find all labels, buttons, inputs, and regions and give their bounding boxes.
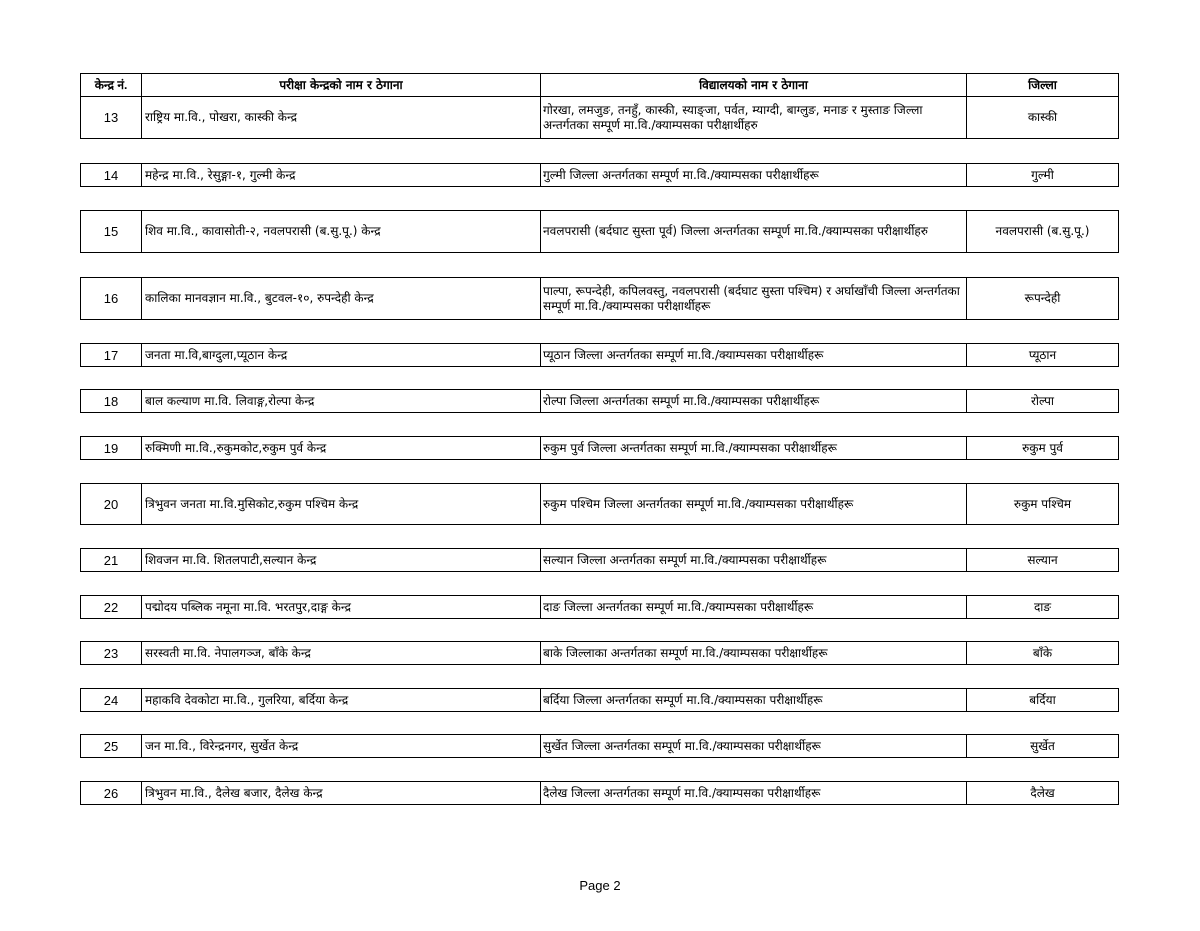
school-list: दाङ जिल्ला अन्तर्गतका सम्पूर्ण मा.वि./क्याम्पसका परीक्षार्थीहरू [541,596,967,618]
row-number: 14 [81,164,142,186]
district-name: दैलेख [1030,785,1055,800]
table-row [80,483,1119,525]
district-name: कास्की [1027,110,1058,124]
district-name: सल्यान [1027,552,1058,567]
row-number: 21 [81,549,142,571]
table-row [80,343,1119,367]
page-footer: Page 2 [579,878,621,893]
school-list: सल्यान जिल्ला अन्तर्गतका सम्पूर्ण मा.वि./क्याम्पसका परीक्षार्थीहरू [541,549,967,571]
center-name: जन मा.वि., विरेन्द्रनगर, सुर्खेत केन्द्र [142,735,541,757]
school-list: बर्दिया जिल्ला अन्तर्गतका सम्पूर्ण मा.वि./क्याम्पसका परीक्षार्थीहरू [541,689,967,711]
center-name: कालिका मानवज्ञान मा.वि., बुटवल-१०, रुपन्देही केन्द्र [142,278,541,319]
table-row [80,595,1119,619]
school-list: बाके जिल्लाका अन्तर्गतका सम्पूर्ण मा.वि./क्याम्पसका परीक्षार्थीहरू [541,642,967,664]
row-number: 13 [81,97,142,138]
row-number: 18 [81,390,142,412]
center-name: बाल कल्याण मा.वि. लिवाङ्ग,रोल्पा केन्द्र [142,390,541,412]
table-row [80,96,1119,139]
school-list: पाल्पा, रूपन्देही, कपिलवस्तु, नवलपरासी (बर्दघाट सुस्ता पश्चिम) र अर्घाखाँची जिल्ला अन्तर्गतका सम्पूर्ण मा.वि./क्याम्पसका परीक्षार्थीहरू [541,278,967,319]
row-number: 15 [81,211,142,252]
header-district: जिल्ला [1028,77,1057,92]
row-number: 25 [81,735,142,757]
table-row [80,641,1119,665]
table-row [80,781,1119,805]
row-number: 22 [81,596,142,618]
table-header [80,73,1119,97]
district-name: रूपन्देही [1024,291,1061,305]
district-name: रुकुम पुर्व [1022,440,1063,455]
center-name: सरस्वती मा.वि. नेपालगञ्ज, बाँके केन्द्र [142,642,541,664]
header-center-no: केन्द्र नं. [81,74,142,96]
district-name: प्यूठान [1028,347,1057,362]
row-number: 17 [81,344,142,366]
center-name: रुक्मिणी मा.वि.,रुकुमकोट,रुकुम पुर्व केन्द्र [142,437,541,459]
district-name: दाङ [1033,599,1052,614]
district-name: बाँके [1032,645,1053,660]
school-list: रोल्पा जिल्ला अन्तर्गतका सम्पूर्ण मा.वि./क्याम्पसका परीक्षार्थीहरू [541,390,967,412]
district-name: रोल्पा [1030,393,1055,408]
header-center-name: परीक्षा केन्द्रको नाम र ठेगाना [142,74,541,96]
school-list: सुर्खेत जिल्ला अन्तर्गतका सम्पूर्ण मा.वि./क्याम्पसका परीक्षार्थीहरू [541,735,967,757]
row-number: 24 [81,689,142,711]
table-row [80,548,1119,572]
row-number: 19 [81,437,142,459]
school-list: रुकुम पुर्व जिल्ला अन्तर्गतका सम्पूर्ण मा.वि./क्याम्पसका परीक्षार्थीहरू [541,437,967,459]
center-name: महेन्द्र मा.वि., रेसुङ्गा-१, गुल्मी केन्द्र [142,164,541,186]
center-name: जनता मा.वि,बाग्दुला,प्यूठान केन्द्र [142,344,541,366]
table-row [80,277,1119,320]
table-row [80,163,1119,187]
row-number: 20 [81,484,142,524]
table-row [80,210,1119,253]
center-name: महाकवि देवकोटा मा.वि., गुलरिया, बर्दिया केन्द्र [142,689,541,711]
row-number: 26 [81,782,142,804]
table-row [80,734,1119,758]
school-list: गोरखा, लमजुङ, तनहुँ, कास्की, स्याङ्जा, पर्वत, म्याग्दी, बाग्लुङ, मनाङ र मुस्ताङ जिल्ला अन्तर्गतका सम्पूर्ण मा.वि./क्याम्पसका परीक्षार्थीहरु [541,97,967,138]
table-row [80,389,1119,413]
district-name: गुल्मी [1031,167,1054,182]
center-name: राष्ट्रिय मा.वि., पोखरा, कास्की केन्द्र [142,97,541,138]
school-list: गुल्मी जिल्ला अन्तर्गतका सम्पूर्ण मा.वि./क्याम्पसका परीक्षार्थीहरू [541,164,967,186]
center-name: त्रिभुवन जनता मा.वि.मुसिकोट,रुकुम पश्चिम केन्द्र [142,484,541,524]
header-school-name: विद्यालयको नाम र ठेगाना [541,74,967,96]
district-name: रुकुम पश्चिम [1013,496,1072,511]
school-list: दैलेख जिल्ला अन्तर्गतका सम्पूर्ण मा.वि./क्याम्पसका परीक्षार्थीहरू [541,782,967,804]
center-name: पद्मोदय पब्लिक नमूना मा.वि. भरतपुर,दाङ्ग केन्द्र [142,596,541,618]
school-list: रुकुम पश्चिम जिल्ला अन्तर्गतका सम्पूर्ण मा.वि./क्याम्पसका परीक्षार्थीहरू [541,484,967,524]
table-row [80,436,1119,460]
center-name: शिव मा.वि., कावासोती-२, नवलपरासी (ब.सु.पू.) केन्द्र [142,211,541,252]
center-name: त्रिभुवन मा.वि., दैलेख बजार, दैलेख केन्द्र [142,782,541,804]
row-number: 16 [81,278,142,319]
school-list: प्यूठान जिल्ला अन्तर्गतका सम्पूर्ण मा.वि./क्याम्पसका परीक्षार्थीहरू [541,344,967,366]
center-name: शिवजन मा.वि. शितलपाटी,सल्यान केन्द्र [142,549,541,571]
district-name: बर्दिया [1029,692,1056,707]
table-row [80,688,1119,712]
row-number: 23 [81,642,142,664]
school-list: नवलपरासी (बर्दघाट सुस्ता पूर्व) जिल्ला अन्तर्गतका सम्पूर्ण मा.वि./क्याम्पसका परीक्षार्थीहरु [541,211,967,252]
district-name: नवलपरासी (ब.सु.पू.) [995,224,1090,238]
district-name: सुर्खेत [1030,738,1055,753]
